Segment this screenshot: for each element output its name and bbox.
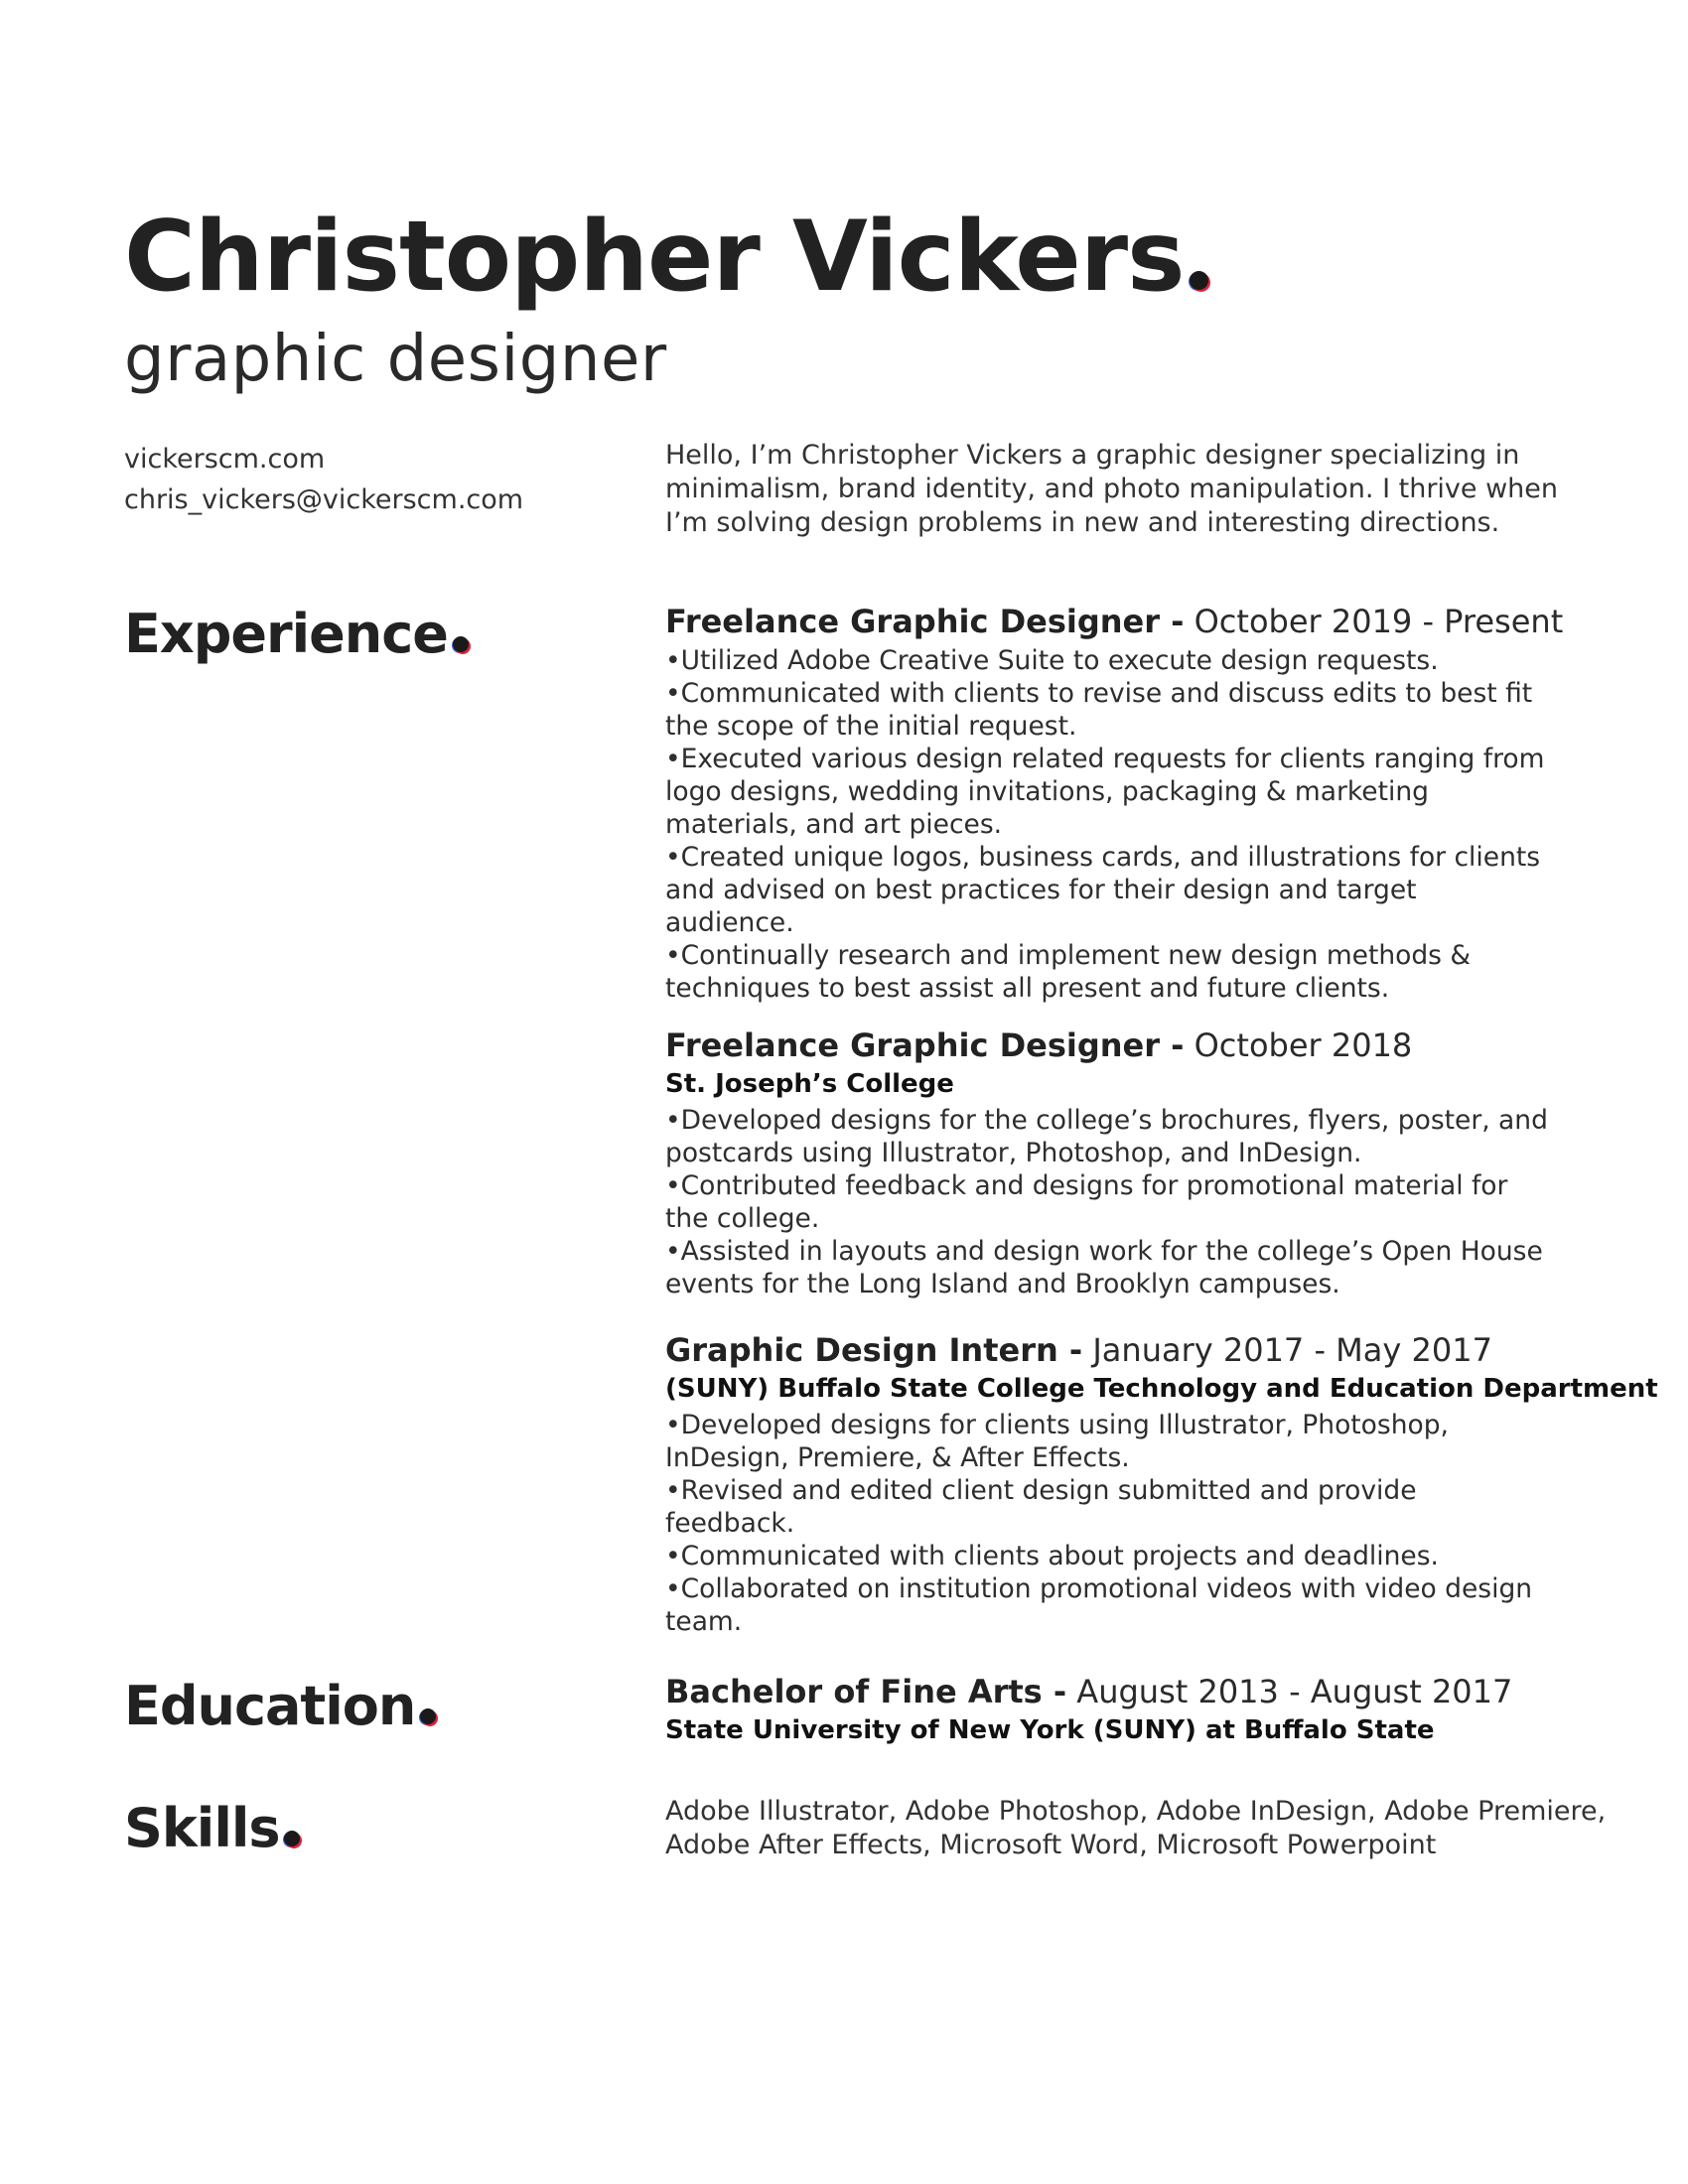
accent-dot-icon xyxy=(420,1708,436,1724)
organization: St. Joseph’s College xyxy=(665,1069,954,1099)
bullet-item: •Developed designs for the college’s brochures, flyers, poster, and postcards using Illustrator, Photoshop, and InDesign. xyxy=(665,1105,1548,1168)
job-title-line xyxy=(665,1024,1618,1066)
job-dates: January 2017 - May 2017 xyxy=(1092,1331,1492,1369)
bullet-item: •Communicated with clients to revise and discuss edits to best fit the scope of the initial request. xyxy=(665,678,1533,742)
degree-title: Bachelor of Fine Arts - xyxy=(665,1673,1067,1710)
bullet-item: •Developed designs for clients using Illustrator, Photoshop, InDesign, Premiere, & After Effects. xyxy=(665,1410,1449,1473)
email-link[interactable]: chris_vickers@vickerscm.com xyxy=(124,484,524,515)
education-heading-text: Education xyxy=(124,1675,416,1737)
name-text: Christopher Vickers xyxy=(124,201,1185,314)
job-dates: October 2019 - Present xyxy=(1194,603,1564,640)
bullet-item: •Continually research and implement new design methods & techniques to best assist all present and future clients. xyxy=(665,940,1472,1004)
job-title: Freelance Graphic Designer - xyxy=(665,1026,1185,1064)
experience-entry xyxy=(665,1024,1618,1300)
skills-heading-text: Skills xyxy=(124,1797,280,1859)
job-title-line xyxy=(665,601,1618,642)
contact-block xyxy=(124,439,523,520)
bullet-list xyxy=(665,1409,1549,1638)
resume-role: graphic designer xyxy=(124,323,667,396)
job-title: Freelance Graphic Designer - xyxy=(665,603,1185,640)
experience-entry xyxy=(665,601,1618,1005)
accent-dot-icon xyxy=(1190,271,1208,290)
bullet-item: •Assisted in layouts and design work for the college’s Open House events for the Long Island and Brooklyn campuses. xyxy=(665,1236,1543,1299)
resume-name xyxy=(124,201,1208,314)
job-dates: October 2018 xyxy=(1194,1026,1413,1064)
bullet-item: •Utilized Adobe Creative Suite to execute design requests. xyxy=(665,645,1439,676)
accent-dot-icon xyxy=(284,1831,300,1846)
intro-paragraph: Hello, I’m Christopher Vickers a graphic designer specializing in minimalism, brand identity, and photo manipulation. I thrive when I’m solving design problems in new and interesting directions. xyxy=(665,440,1559,538)
experience-heading-text: Experience xyxy=(124,603,448,665)
accent-dot-icon xyxy=(453,636,469,652)
bullet-item: •Executed various design related requests for clients ranging from logo designs, wedding invitations, packaging & marketing materials, and art pieces. xyxy=(665,744,1545,840)
organization: (SUNY) Buffalo State College Technology and Education Department xyxy=(665,1374,1658,1404)
bullet-list xyxy=(665,644,1549,1005)
bullet-item: •Communicated with clients about projects and deadlines. xyxy=(665,1541,1439,1571)
bullet-item: •Contributed feedback and designs for promotional material for the college. xyxy=(665,1170,1508,1234)
school-name: State University of New York (SUNY) at Buffalo State xyxy=(665,1715,1435,1745)
degree-line xyxy=(665,1671,1618,1712)
experience-entry xyxy=(665,1329,1658,1638)
bullet-list xyxy=(665,1104,1549,1300)
experience-heading xyxy=(124,603,469,665)
job-title: Graphic Design Intern - xyxy=(665,1331,1083,1369)
bullet-item: •Collaborated on institution promotional videos with video design team. xyxy=(665,1573,1533,1637)
education-dates: August 2013 - August 2017 xyxy=(1076,1673,1513,1710)
education-heading xyxy=(124,1675,436,1737)
skills-list: Adobe Illustrator, Adobe Photoshop, Adobe InDesign, Adobe Premiere, Adobe After Effects, Microsoft Word, Microsoft Powerpoint xyxy=(665,1796,1607,1860)
education-entry xyxy=(665,1671,1618,1748)
job-title-line xyxy=(665,1329,1618,1371)
website-link[interactable]: vickerscm.com xyxy=(124,444,326,475)
bullet-item: •Created unique logos, business cards, and illustrations for clients and advised on best practices for their design and target audience. xyxy=(665,842,1541,938)
skills-heading xyxy=(124,1797,300,1859)
bullet-item: •Revised and edited client design submitted and provide feedback. xyxy=(665,1475,1417,1539)
